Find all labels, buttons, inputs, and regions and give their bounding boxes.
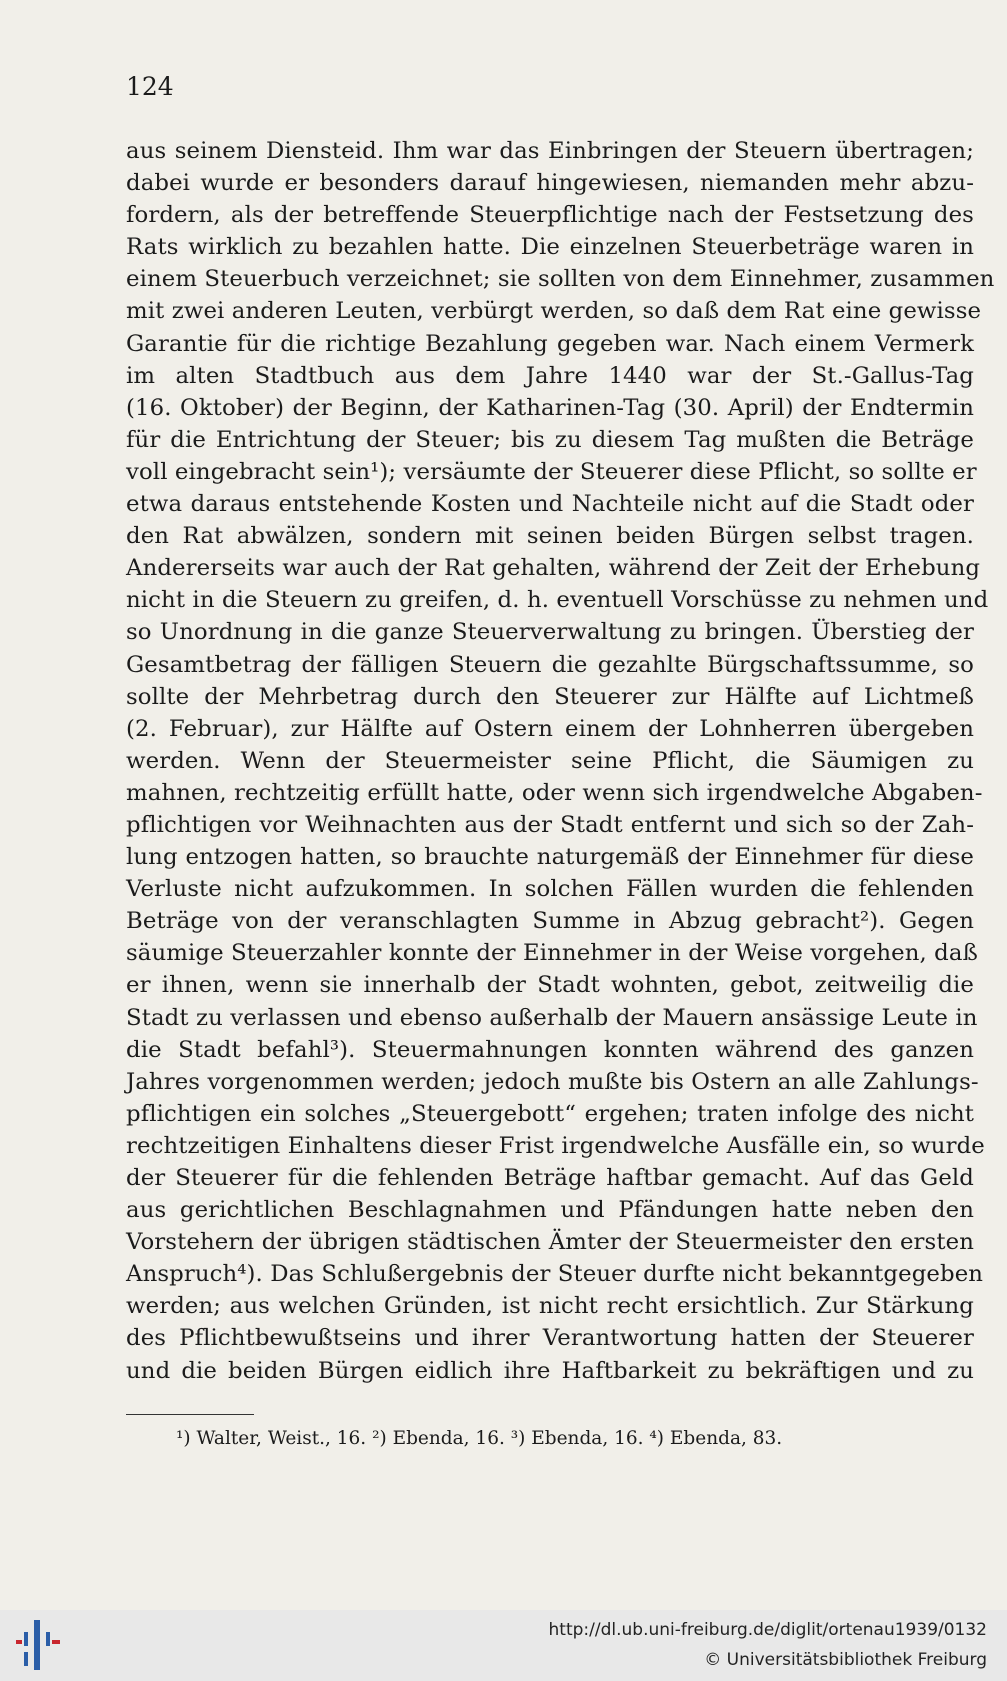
- text-line: Beträge von der veranschlagten Summe in Abzug gebracht²). Gegen: [126, 908, 974, 935]
- text-line: aus gerichtlichen Beschlagnahmen und Pfändungen hatte neben den: [126, 1197, 974, 1224]
- university-library-logo-icon: [12, 1618, 66, 1672]
- text-line: der Steuerer für die fehlenden Beträge haftbar gemacht. Auf das Geld: [126, 1165, 974, 1191]
- text-line: (16. Oktober) der Beginn, der Katharinen-Tag (30. April) der Endtermin: [126, 394, 974, 421]
- text-line: Gesamtbetrag der fälligen Steuern die gezahlte Bürgschaftssumme, so: [126, 651, 974, 678]
- text-line: lung entzogen hatten, so brauchte naturgemäß der Einnehmer für diese: [126, 844, 974, 871]
- text-line: nicht in die Steuern zu greifen, d. h. eventuell Vorschüsse zu nehmen und: [126, 587, 989, 614]
- text-line: säumige Steuerzahler konnte der Einnehmer in der Weise vorgehen, daß: [126, 940, 978, 967]
- text-line: etwa daraus entstehende Kosten und Nachteile nicht auf die Stadt oder: [126, 491, 974, 518]
- text-line: Vorstehern der übrigen städtischen Ämter der Steuermeister den ersten: [126, 1229, 974, 1256]
- text-line: des Pflichtbewußtseins und ihrer Verantwortung hatten der Steuerer: [126, 1325, 974, 1352]
- footnote-divider: [126, 1414, 254, 1415]
- text-line: werden. Wenn der Steuermeister seine Pflicht, die Säumigen zu: [126, 747, 974, 774]
- text-line: Garantie für die richtige Bezahlung gegeben war. Nach einem Vermerk: [126, 330, 974, 357]
- text-line: Jahres vorgenommen werden; jedoch mußte bis Ostern an alle Zahlungs-: [126, 1068, 979, 1095]
- source-url[interactable]: http://dl.ub.uni-freiburg.de/diglit/ortenau1939/0132: [548, 1620, 987, 1640]
- text-line: dabei wurde er besonders darauf hingewiesen, niemanden mehr abzu-: [126, 170, 974, 197]
- text-line: aus seinem Diensteid. Ihm war das Einbringen der Steuern übertragen;: [126, 138, 974, 164]
- text-line: fordern, als der betreffende Steuerpflichtige nach der Festsetzung des: [126, 202, 974, 229]
- page-number: 124: [126, 72, 174, 101]
- text-line: Andererseits war auch der Rat gehalten, während der Zeit der Erhebung: [126, 555, 981, 582]
- text-line: pflichtigen vor Weihnachten aus der Stadt entfernt und sich so der Zah-: [126, 811, 974, 838]
- text-line: pflichtigen ein solches „Steuergebott“ ergehen; traten infolge des nicht: [126, 1100, 974, 1127]
- text-line: einem Steuerbuch verzeichnet; sie sollten von dem Einnehmer, zusammen: [126, 266, 995, 293]
- text-line: mit zwei anderen Leuten, verbürgt werden, so daß dem Rat eine gewisse: [126, 298, 982, 325]
- text-line: die Stadt befahl³). Steuermahnungen konnten während des ganzen: [126, 1036, 974, 1063]
- text-line: Verluste nicht aufzukommen. In solchen Fällen wurden die fehlenden: [126, 876, 974, 903]
- text-line: Stadt zu verlassen und ebenso außerhalb der Mauern ansässige Leute in: [126, 1004, 978, 1031]
- body-text: [126, 135, 995, 1387]
- text-line: so Unordnung in die ganze Steuerverwaltung zu bringen. Überstieg der: [126, 619, 974, 646]
- footer-bar: [0, 1610, 1007, 1681]
- source-url-link[interactable]: [549, 1620, 987, 1640]
- text-line: Rats wirklich zu bezahlen hatte. Die einzelnen Steuerbeträge waren in: [126, 234, 974, 261]
- text-line: er ihnen, wenn sie innerhalb der Stadt wohnten, gebot, zeitweilig die: [126, 972, 974, 999]
- text-line: den Rat abwälzen, sondern mit seinen beiden Bürgen selbst tragen.: [126, 523, 974, 550]
- footnotes: ¹) Walter, Weist., 16. ²) Ebenda, 16. ³) Ebenda, 16. ⁴) Ebenda, 83.: [176, 1428, 783, 1449]
- text-line: rechtzeitigen Einhaltens dieser Frist irgendwelche Ausfälle ein, so wurde: [126, 1132, 985, 1159]
- text-line: mahnen, rechtzeitig erfüllt hatte, oder wenn sich irgendwelche Abgaben-: [126, 779, 983, 806]
- text-line: werden; aus welchen Gründen, ist nicht recht ersichtlich. Zur Stärkung: [126, 1293, 974, 1320]
- text-line: für die Entrichtung der Steuer; bis zu diesem Tag mußten die Beträge: [126, 426, 974, 453]
- text-line: voll eingebracht sein¹); versäumte der Steuerer diese Pflicht, so sollte er: [126, 458, 977, 485]
- text-line: (2. Februar), zur Hälfte auf Ostern einem der Lohnherren übergeben: [126, 715, 974, 742]
- text-line: und die beiden Bürgen eidlich ihre Haftbarkeit zu bekräftigen und zu: [126, 1357, 974, 1384]
- copyright-notice: © Universitätsbibliothek Freiburg: [704, 1650, 987, 1670]
- text-line: Anspruch⁴). Das Schlußergebnis der Steuer durfte nicht bekanntgegeben: [126, 1261, 984, 1288]
- text-line: im alten Stadtbuch aus dem Jahre 1440 war der St.-Gallus-Tag: [126, 362, 974, 389]
- text-line: sollte der Mehrbetrag durch den Steuerer zur Hälfte auf Lichtmeß: [126, 683, 974, 710]
